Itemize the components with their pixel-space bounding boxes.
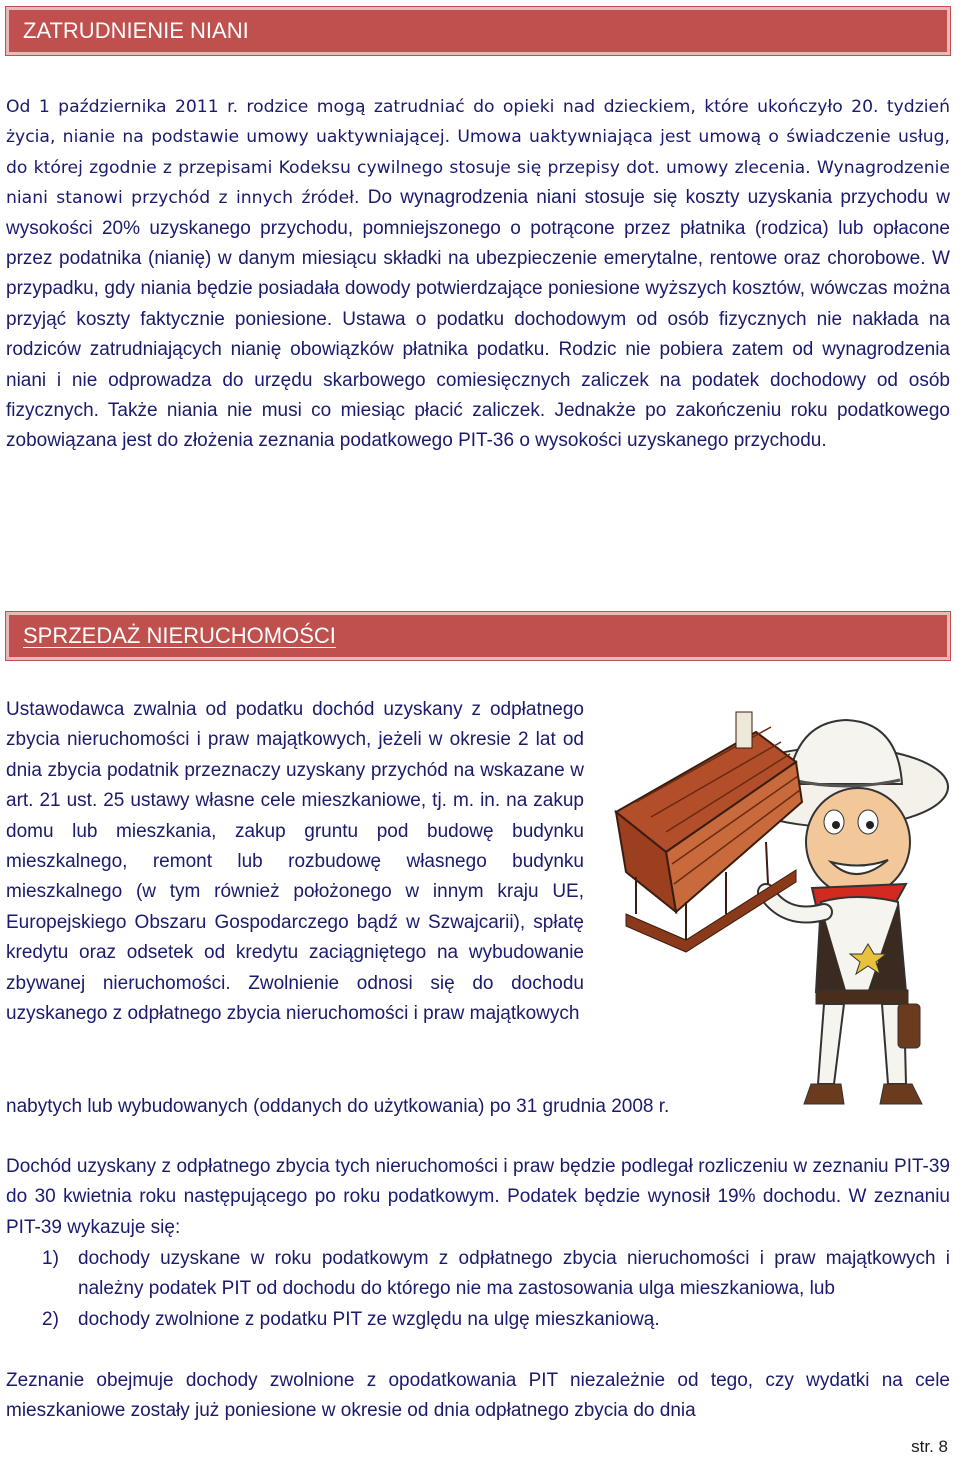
paragraph-zwolnienie: Ustawodawca zwalnia od podatku dochód uzyskany z odpłatnego zbycia nieruchomości i praw majątkowych, jeżeli w okresie 2 lat od dnia zbycia podatnik przeznaczy uzyskany przychód na wskazane w art. 21 ust. 25 ustawy własne cele mieszkaniowe, tj. m. in. na zakup domu lub mieszkania, zakup gruntu pod budowę budynku mieszkalnego, remont lub rozbudowę własnego budynku mieszkalnego (w tym również położonego w innym kraju UE, Europejskiego Obszaru Gospodarczego bądź w Szwajcarii), spłatę kredytu oraz odsetek od kredytu zaciągniętego na wybudowanie zbywanej nieruchomości. Zwolnienie odnosi się do dochodu uzyskanego z odpłatnego zbycia nieruchomości i praw majątkowych (6, 699, 584, 1025)
section-header-sprzedaz (6, 612, 950, 660)
paragraph-zatrudnienie (6, 92, 950, 457)
page-number: str. 8 (911, 1437, 948, 1456)
paragraph-part: Do wynagrodzenia niani stosuje się koszty uzyskania przychodu w wysokości 20% uzyskanego przychodu, pomniejszonego o potrącone przez płatnika (rodzica) lub opłacone przez podatnika (nianię) w danym miesiącu składki na ubezpieczenie emerytalne, rentowe oraz chorobowe. W przypadku, gdy niania będzie posiadała dowody potwierdzające poniesione wyższych kosztów, wówczas można przyjąć koszty faktycznie poniesione. Ustawa o podatku dochodowym od osób fizycznych nie nakłada na rodziców zatrudniających nianię obowiązków płatnika podatku. Rodzic nie pobiera zatem od wynagrodzenia niani i nie odprowadza do urzędu skarbowego comiesięcznych zaliczek na podatek dochodowy od osób fizycznych. Także niania nie musi co miesiąc płacić zaliczek. Jednakże po zakończeniu roku podatkowego zobowiązana jest do złożenia zeznania podatkowego PIT-36 o wysokości uzyskanego przychodu. (6, 187, 950, 452)
paragraph-rozliczenie: Dochód uzyskany z odpłatnego zbycia tych nieruchomości i praw będzie podlegał rozliczeniu w zeznaniu PIT-39 do 30 kwietnia roku następującego po roku podatkowym. Podatek będzie wynosił 19% dochodu. W zeznaniu PIT-39 wykazuje się: (6, 1156, 950, 1238)
paragraph-zeznanie: Zeznanie obejmuje dochody zwolnione z opodatkowania PIT niezależnie od tego, czy wydatki na cele mieszkaniowe zostały już poniesione w okresie od dnia odpłatnego zbycia do dnia (6, 1370, 950, 1422)
list-item (6, 1305, 950, 1335)
list-text: dochody zwolnione z podatku PIT ze względu na ulgę mieszkaniową. (78, 1308, 660, 1330)
list-number: 1) (42, 1248, 59, 1269)
cowboy-house-illustration (606, 692, 952, 1112)
section-title: ZATRUDNIENIE NIANI (23, 18, 249, 43)
list-number: 2) (42, 1308, 59, 1330)
numbered-list (6, 1244, 950, 1335)
list-text: dochody uzyskane w roku podatkowym z odpłatnego zbycia nieruchomości i praw majątkowych i należny podatek PIT od dochodu do którego nie ma zastosowania ulga mieszkaniowa, lub (78, 1248, 950, 1300)
list-item (6, 1244, 950, 1305)
section-header-zatrudnienie (6, 7, 950, 55)
paragraph-part: Od 1 października 2011 r. rodzice mogą zatrudniać do opieki nad dzieckiem, które ukończyło 20. tydzień życia, nianie na podstawie umowy uaktywniającej. Umowa uaktywniająca jest umową o świadczenie usług, do której zgodnie z przepisami Kodeksu cywilnego stosuje się przepisy dot. umowy zlecenia. Wynagrodzenie niani stanowi przychód z innych źródeł. (6, 97, 950, 209)
paragraph-zwolnienie-tail: nabytych lub wybudowanych (oddanych do użytkowania) po 31 grudnia 2008 r. (6, 1096, 670, 1117)
section-title: SPRZEDAŻ NIERUCHOMOŚCI (23, 623, 336, 648)
